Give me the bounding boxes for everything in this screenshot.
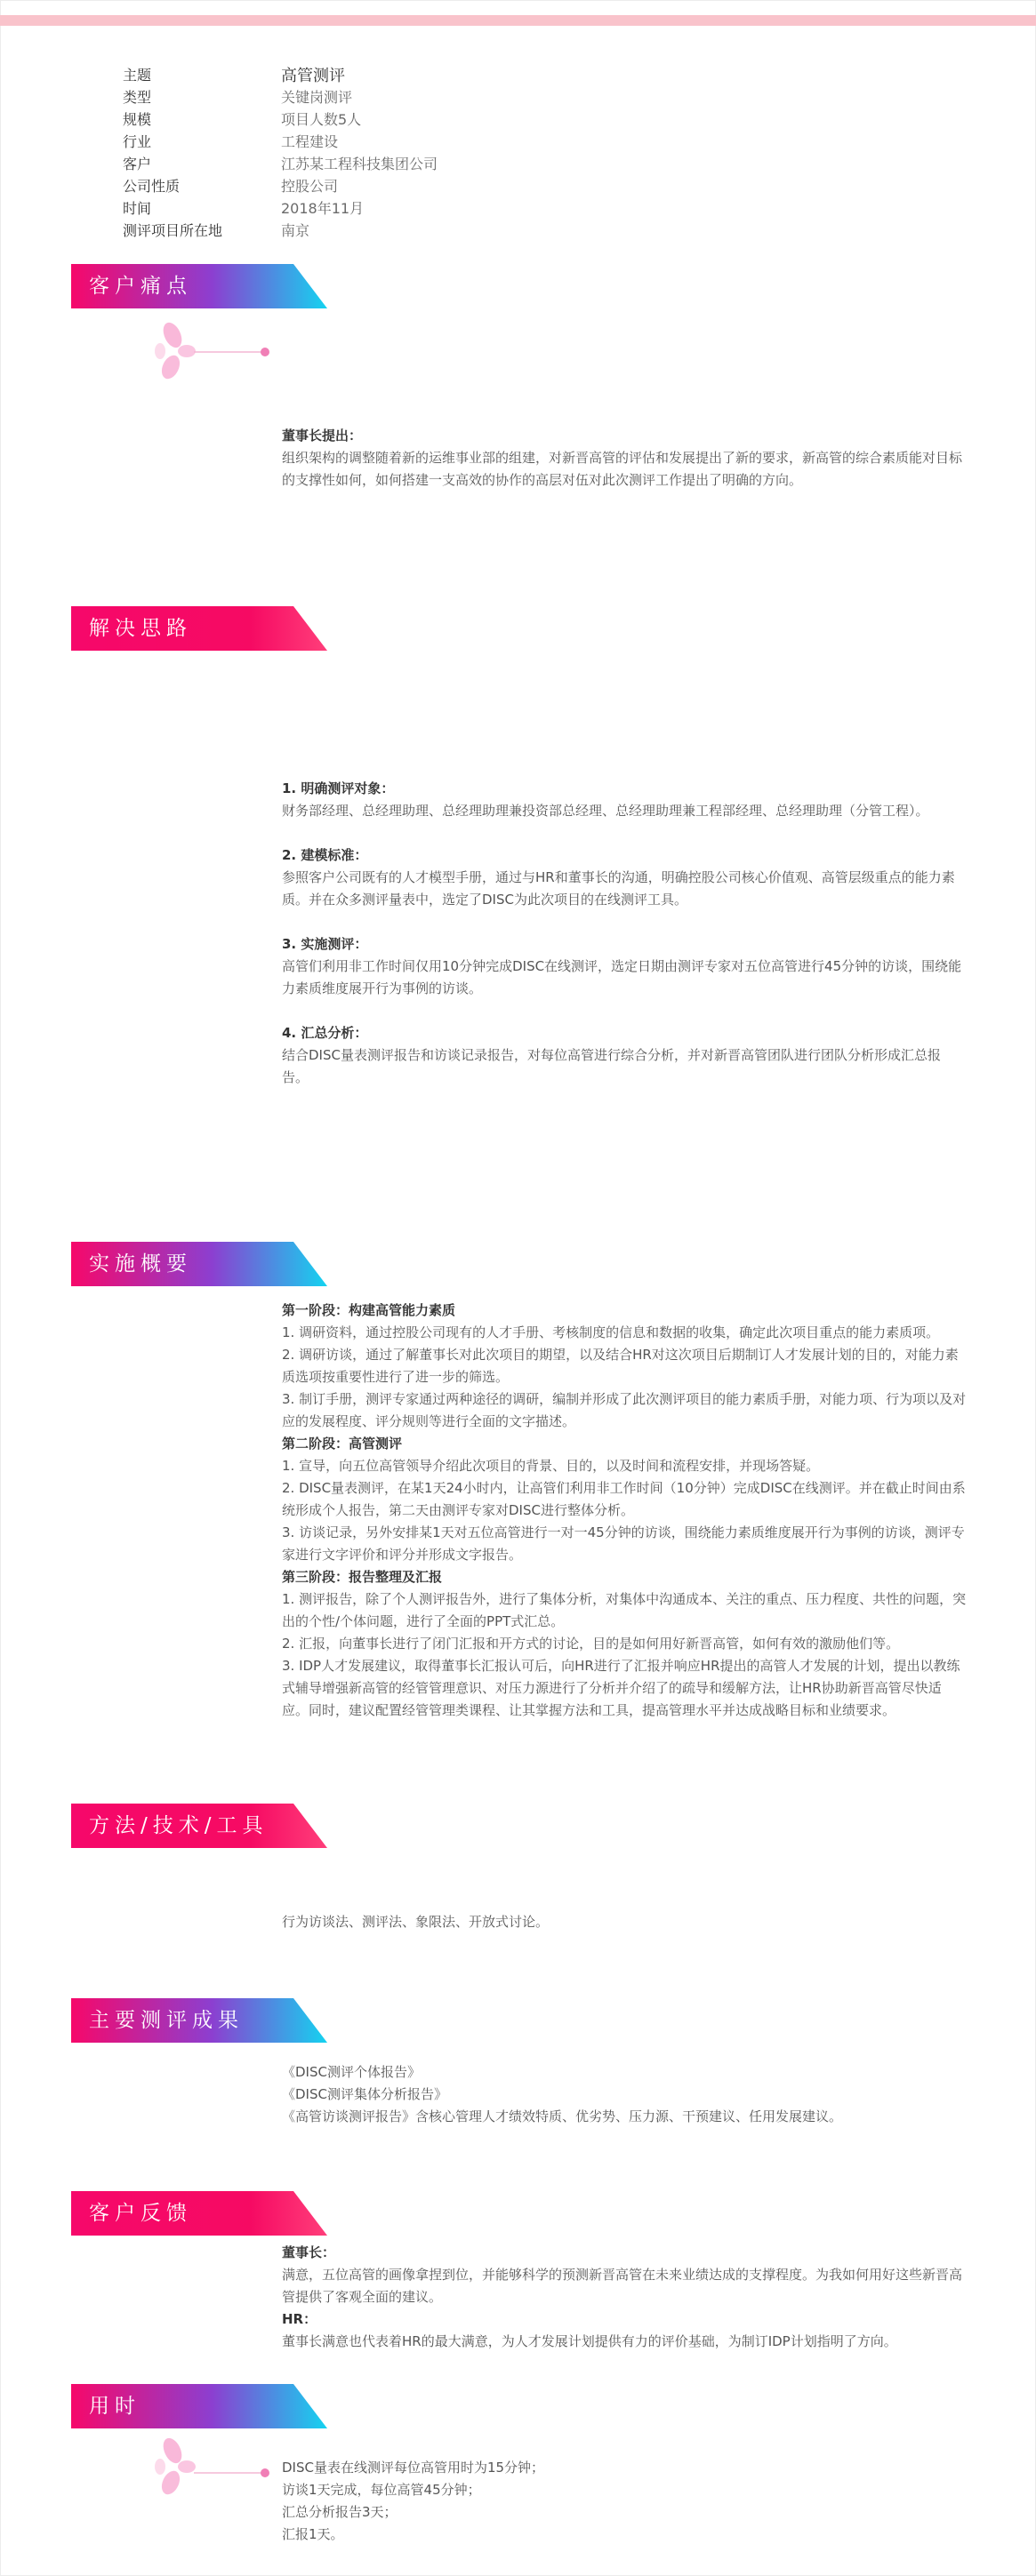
section-title: 方法/技术/工具 xyxy=(89,1814,269,1837)
info-value: 控股公司 xyxy=(281,178,339,195)
info-value: 工程建设 xyxy=(281,133,339,150)
phase-item: 3. 访谈记录，另外安排某1天对五位高管进行一对一45分钟的访谈，围绕能力素质维度展开行为事例的访谈，测评专家进行文字评价和评分并形成文字报告。 xyxy=(282,1524,965,1563)
section-header-pain-points xyxy=(71,264,327,308)
info-label: 客户 xyxy=(123,156,152,172)
info-value: 高管测评 xyxy=(281,67,345,85)
info-label: 主题 xyxy=(123,67,152,84)
phase-item: 2. 调研访谈，通过了解董事长对此次项目的期望，以及结合HR对这次项目后期制订人才发展计划的目的，对能力素质选项按重要性进行了进一步的筛选。 xyxy=(282,1347,959,1385)
info-label: 规模 xyxy=(123,111,152,128)
flower-branch-icon xyxy=(151,316,276,396)
solution-item-title: 4. 汇总分析： xyxy=(282,1025,368,1041)
phase-item: 1. 测评报告，除了个人测评报告外，进行了集体分析，对集体中沟通成本、关注的重点、压力程度、共性的问题，突出的个性/个体问题，进行了全面的PPT式汇总。 xyxy=(282,1591,967,1629)
info-label: 时间 xyxy=(123,200,152,217)
section-header-overview xyxy=(71,1242,327,1286)
phase-title: 第二阶段：高管测评 xyxy=(282,1436,403,1452)
solution-item-text: 结合DISC量表测评报告和访谈记录报告，对每位高管进行综合分析，并对新晋高管团队进行团队分析形成汇总报告。 xyxy=(282,1047,941,1085)
solution-content xyxy=(282,778,967,1089)
info-label: 类型 xyxy=(123,89,152,106)
pain-points-content xyxy=(282,425,967,492)
solution-item-title: 3. 实施测评： xyxy=(282,936,368,952)
section-title: 用时 xyxy=(89,2395,141,2418)
feedback-text: 满意，五位高管的画像拿捏到位，并能够科学的预测新晋高管在未来业绩达成的支撑程度。为我如何用好这些新晋高管提供了客观全面的建议。 xyxy=(282,2267,963,2305)
info-label: 公司性质 xyxy=(123,178,181,195)
pain-title: 董事长提出： xyxy=(282,428,363,444)
feedback-title: HR： xyxy=(282,2311,317,2327)
pain-text: 组织架构的调整随着新的运维事业部的组建，对新晋高管的评估和发展提出了新的要求，新高管的综合素质能对目标的支撑性如何，如何搭建一支高效的协作的高层对伍对此次测评工作提出了明确的方向。 xyxy=(282,450,963,488)
overview-content xyxy=(282,1300,967,1722)
info-label: 行业 xyxy=(123,133,152,150)
info-value: 2018年11月 xyxy=(281,200,365,217)
time-item: 访谈1天完成，每位高管45分钟； xyxy=(282,2482,481,2498)
result-item: 《高管访谈测评报告》含核心管理人才绩效特质、优劣势、压力源、干预建议、任用发展建议。 xyxy=(282,2108,843,2124)
section-header-time xyxy=(71,2384,327,2428)
feedback-content xyxy=(282,2242,967,2353)
section-header-results xyxy=(71,1998,327,2043)
phase-title: 第一阶段：构建高管能力素质 xyxy=(282,1302,456,1318)
section-header-solution xyxy=(71,606,327,651)
feedback-title: 董事长： xyxy=(282,2244,336,2260)
phase-item: 1. 调研资料，通过控股公司现有的人才手册、考核制度的信息和数据的收集，确定此次项目重点的能力素质项。 xyxy=(282,1324,940,1340)
section-header-method xyxy=(71,1804,327,1848)
result-item: 《DISC测评集体分析报告》 xyxy=(282,2086,447,2102)
time-item: DISC量表在线测评每位高管用时为15分钟； xyxy=(282,2460,545,2476)
results-content xyxy=(282,2061,967,2128)
phase-item: 3. IDP人才发展建议，取得董事长汇报认可后，向HR进行了汇报并响应HR提出的高管人才发展的计划，提出以教练式辅导增强新高管的经管管理意识、对压力源进行了分析并介绍了的疏导和缓解方法，让HR协助新晋高管尽快适应。同时，建议配置经管管理类课程、让其掌握方法和工具，提高管理水平并达成战略目标和业绩要求。 xyxy=(282,1658,960,1718)
info-label: 测评项目所在地 xyxy=(123,222,223,239)
solution-item-title: 1. 明确测评对象： xyxy=(282,780,395,796)
method-content xyxy=(282,1911,967,1933)
time-item: 汇总分析报告3天； xyxy=(282,2504,398,2520)
phase-item: 3. 制订手册，测评专家通过两种途径的调研，编制并形成了此次测评项目的能力素质手册，对能力项、行为项以及对应的发展程度、评分规则等进行全面的文字描述。 xyxy=(282,1391,967,1429)
section-title: 主要测评成果 xyxy=(89,2009,244,2032)
section-title: 解决思路 xyxy=(89,617,192,640)
solution-item-text: 参照客户公司既有的人才模型手册，通过与HR和董事长的沟通，明确控股公司核心价值观、高管层级重点的能力素质。并在众多测评量表中，选定了DISC为此次项目的在线测评工具。 xyxy=(282,869,955,908)
info-value: 江苏某工程科技集团公司 xyxy=(281,156,438,172)
info-value: 关键岗测评 xyxy=(281,89,353,106)
flower-branch-icon xyxy=(151,2431,276,2511)
section-title: 实施概要 xyxy=(89,1252,192,1276)
info-value: 南京 xyxy=(281,222,310,239)
top-decor-band xyxy=(0,15,1036,26)
phase-item: 2. DISC量表测评，在某1天24小时内，让高管们利用非工作时间（10分钟）完成DISC在线测评。并在截止时间由系统形成个人报告，第二天由测评专家对DISC进行整体分析。 xyxy=(282,1480,966,1518)
section-header-feedback xyxy=(71,2191,327,2236)
method-text: 行为访谈法、测评法、象限法、开放式讨论。 xyxy=(282,1914,550,1930)
phase-item: 2. 汇报，向董事长进行了闭门汇报和开方式的讨论，目的是如何用好新晋高管，如何有效的激励他们等。 xyxy=(282,1636,900,1652)
time-item: 汇报1天。 xyxy=(282,2526,344,2542)
solution-item-text: 财务部经理、总经理助理、总经理助理兼投资部总经理、总经理助理兼工程部经理、总经理助理（分管工程）。 xyxy=(282,803,929,819)
phase-item: 1. 宣导，向五位高管领导介绍此次项目的背景、目的，以及时间和流程安排，并现场答疑。 xyxy=(282,1458,820,1474)
solution-item-text: 高管们利用非工作时间仅用10分钟完成DISC在线测评，选定日期由测评专家对五位高管进行45分钟的访谈，围绕能力素质维度展开行为事例的访谈。 xyxy=(282,958,962,996)
phase-title: 第三阶段：报告整理及汇报 xyxy=(282,1569,443,1585)
time-content xyxy=(282,2457,967,2546)
result-item: 《DISC测评个体报告》 xyxy=(282,2064,421,2080)
info-value: 项目人数5人 xyxy=(281,111,362,128)
section-title: 客户痛点 xyxy=(89,275,192,298)
section-title: 客户反馈 xyxy=(89,2202,192,2225)
feedback-text: 董事长满意也代表着HR的最大满意，为人才发展计划提供有力的评价基础，为制订IDP计划指明了方向。 xyxy=(282,2333,897,2349)
solution-item-title: 2. 建模标准： xyxy=(282,847,368,863)
